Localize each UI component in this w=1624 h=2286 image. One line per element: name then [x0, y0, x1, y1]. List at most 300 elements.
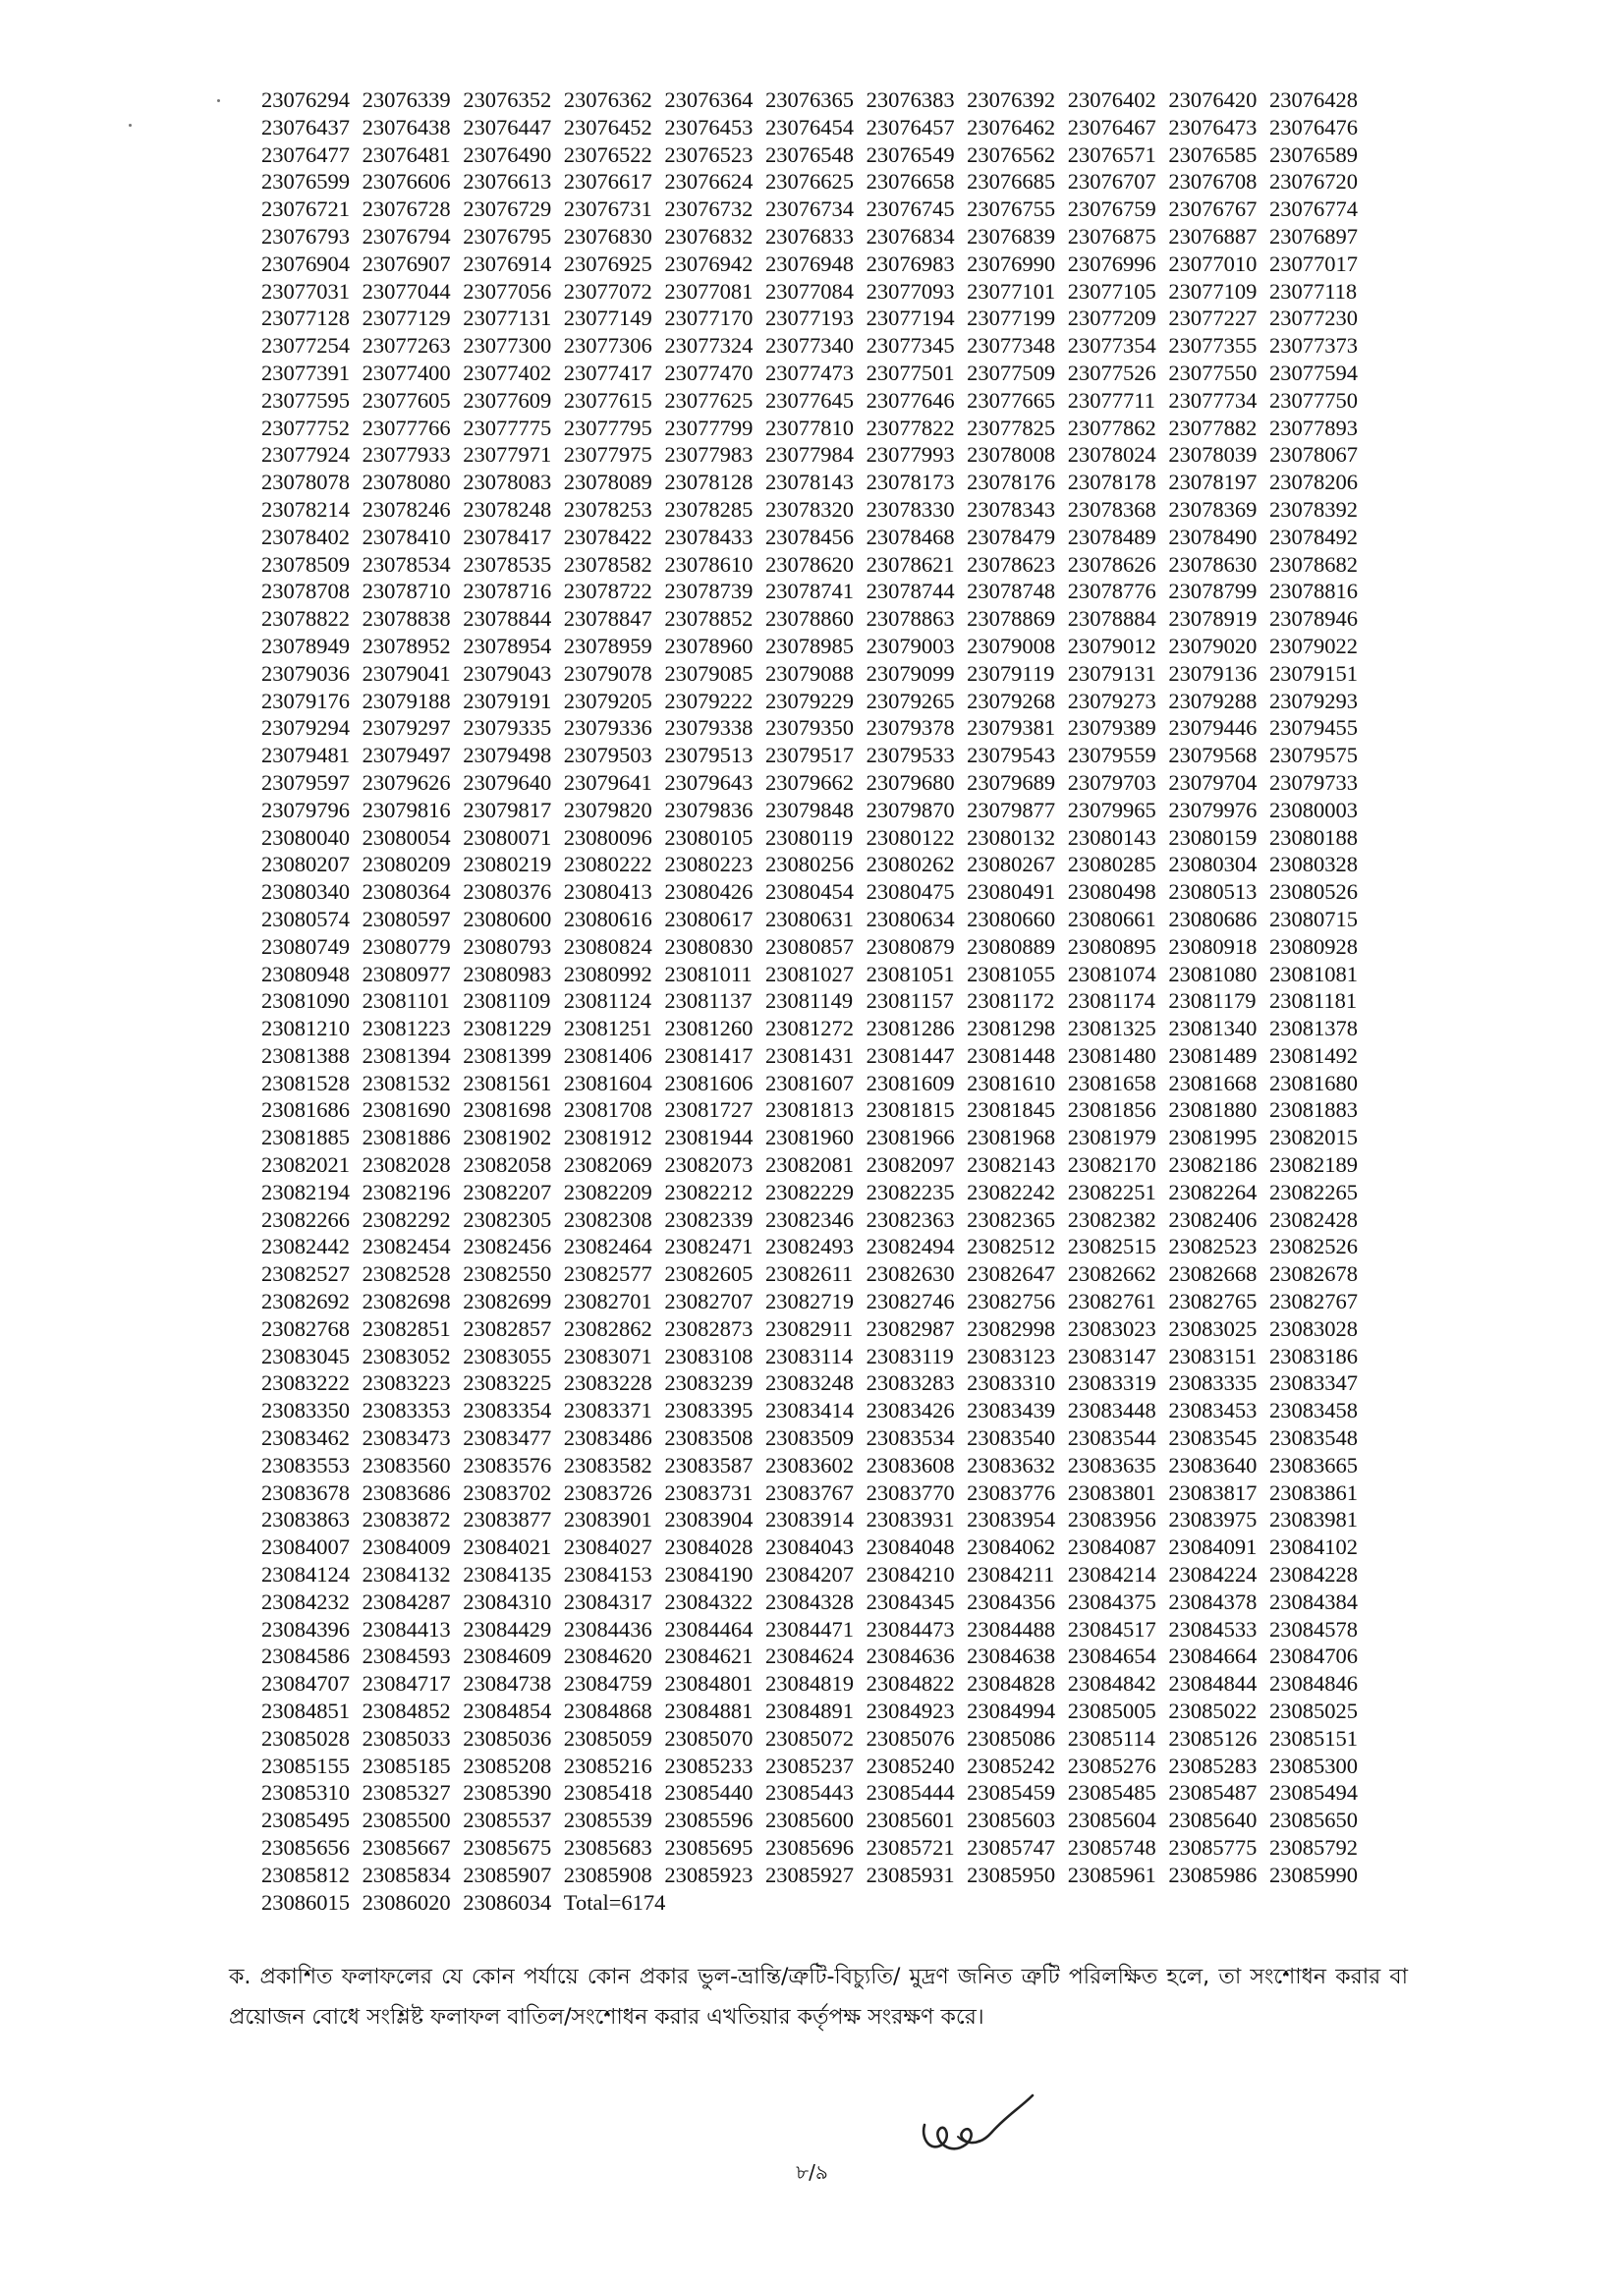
roll-number: 23079568 — [1168, 743, 1258, 768]
roll-number: 23085233 — [664, 1753, 754, 1778]
roll-number: 23077010 — [1168, 251, 1258, 276]
roll-number: 23082668 — [1168, 1261, 1258, 1287]
roll-number: 23076887 — [1168, 223, 1258, 249]
roll-number: 23084287 — [362, 1589, 451, 1614]
roll-row — [261, 1452, 1401, 1479]
roll-number: 23079641 — [563, 769, 652, 795]
roll-number: 23083151 — [1168, 1343, 1258, 1368]
roll-number: 23078143 — [764, 470, 854, 495]
roll-row — [261, 195, 1401, 223]
roll-number: 23076462 — [967, 114, 1056, 139]
roll-number: 23079176 — [261, 688, 350, 713]
roll-number: 23080143 — [1067, 824, 1156, 850]
roll-number: 23077711 — [1067, 387, 1155, 413]
roll-row — [261, 1369, 1401, 1397]
roll-number: 23079965 — [1067, 797, 1156, 822]
roll-number: 23076481 — [362, 141, 451, 167]
roll-number: 23079229 — [764, 688, 854, 713]
roll-number: 23078078 — [261, 470, 350, 495]
roll-number: 23077093 — [866, 278, 955, 304]
roll-number: 23081690 — [362, 1097, 451, 1123]
roll-number: 23082987 — [866, 1315, 955, 1341]
roll-row — [261, 1288, 1401, 1315]
roll-number: 23077193 — [764, 306, 854, 331]
roll-number: 23084009 — [362, 1534, 451, 1560]
roll-number: 23079131 — [1067, 660, 1156, 686]
roll-number: 23077810 — [764, 415, 854, 440]
roll-number: 23078582 — [563, 551, 652, 577]
roll-number: 23081447 — [866, 1042, 955, 1068]
roll-number: 23079151 — [1268, 660, 1358, 686]
roll-number: 23078489 — [1067, 524, 1156, 549]
roll-number: 23081406 — [563, 1042, 652, 1068]
roll-row — [261, 1179, 1401, 1206]
roll-number: 23078368 — [1067, 496, 1156, 522]
roll-number: 23082851 — [362, 1315, 451, 1341]
roll-number: 23076721 — [261, 196, 350, 222]
roll-number: 23084224 — [1168, 1562, 1258, 1588]
roll-number: 23079043 — [463, 660, 552, 686]
roll-number: 23079191 — [463, 688, 552, 713]
roll-row — [261, 441, 1401, 469]
roll-number: 23079497 — [362, 743, 451, 768]
roll-number: 23083045 — [261, 1343, 350, 1368]
roll-number: 23083477 — [463, 1425, 552, 1451]
roll-number: 23084578 — [1268, 1616, 1358, 1642]
roll-number: 23080830 — [664, 933, 754, 959]
roll-number: 23084207 — [764, 1562, 854, 1588]
roll-number: 23081489 — [1168, 1042, 1258, 1068]
roll-number: 23085033 — [362, 1725, 451, 1751]
roll-number: 23085300 — [1268, 1753, 1358, 1778]
roll-number: 23084533 — [1168, 1616, 1258, 1642]
roll-number: 23076420 — [1168, 87, 1258, 112]
roll-number: 23079294 — [261, 715, 350, 741]
roll-number: 23076589 — [1268, 141, 1358, 167]
roll-number: 23085834 — [362, 1862, 451, 1887]
roll-number: 23082305 — [463, 1206, 552, 1232]
roll-number: 23076523 — [664, 141, 754, 167]
roll-number: 23083186 — [1268, 1343, 1358, 1368]
roll-number: 23078253 — [563, 496, 652, 522]
roll-number: 23083872 — [362, 1507, 451, 1533]
roll-number: 23080340 — [261, 879, 350, 905]
roll-number: 23082523 — [1168, 1234, 1258, 1259]
roll-number: 23080003 — [1268, 797, 1358, 822]
roll-number: 23084846 — [1268, 1671, 1358, 1697]
roll-number: 23078330 — [866, 496, 955, 522]
roll-number: 23083981 — [1268, 1507, 1358, 1533]
roll-number: 23077594 — [1268, 360, 1358, 385]
roll-number: 23078468 — [866, 524, 955, 549]
roll-number: 23079455 — [1268, 715, 1358, 741]
roll-number: 23080686 — [1168, 906, 1258, 931]
roll-number: 23083582 — [563, 1452, 652, 1478]
roll-number: 23078369 — [1168, 496, 1258, 522]
roll-number: 23084819 — [764, 1671, 854, 1697]
roll-row — [261, 742, 1401, 769]
roll-number: 23078844 — [463, 606, 552, 632]
roll-number: 23079704 — [1168, 769, 1258, 795]
roll-number: 23077149 — [563, 306, 652, 331]
roll-number: 23079381 — [967, 715, 1056, 741]
roll-number: 23077072 — [563, 278, 652, 304]
roll-number: 23083540 — [967, 1425, 1056, 1451]
roll-number: 23078621 — [866, 551, 955, 577]
roll-number: 23077348 — [967, 333, 1056, 359]
roll-number: 23084854 — [463, 1699, 552, 1724]
roll-number: 23078402 — [261, 524, 350, 549]
roll-number: 23076625 — [764, 169, 854, 195]
roll-number: 23077194 — [866, 306, 955, 331]
roll-number: 23085601 — [866, 1808, 955, 1833]
roll-number: 23082765 — [1168, 1289, 1258, 1314]
roll-number: 23080617 — [664, 906, 754, 931]
roll-number: 23076392 — [967, 87, 1056, 112]
roll-number: 23080597 — [362, 906, 451, 931]
roll-number: 23084620 — [563, 1644, 652, 1669]
roll-number: 23078716 — [463, 579, 552, 604]
roll-number: 23081109 — [463, 988, 551, 1014]
roll-number: 23085126 — [1168, 1725, 1258, 1751]
roll-number: 23079877 — [967, 797, 1056, 822]
roll-number: 23077775 — [463, 415, 552, 440]
roll-number: 23079085 — [664, 660, 754, 686]
roll-number: 23078246 — [362, 496, 451, 522]
roll-number: 23081609 — [866, 1070, 955, 1095]
roll-number: 23076925 — [563, 251, 652, 276]
roll-number: 23076294 — [261, 87, 350, 112]
roll-number: 23080267 — [967, 852, 1056, 877]
roll-number: 23077734 — [1168, 387, 1258, 413]
roll-number: 23077933 — [362, 442, 451, 468]
roll-number: 23080209 — [362, 852, 451, 877]
roll-number: 23078128 — [664, 470, 754, 495]
roll-number: 23085950 — [967, 1862, 1056, 1887]
roll-number: 23083801 — [1067, 1479, 1156, 1505]
roll-number: 23083901 — [563, 1507, 652, 1533]
roll-number: 23079870 — [866, 797, 955, 822]
roll-number: 23078410 — [362, 524, 451, 549]
roll-number: 23086034 — [463, 1889, 552, 1915]
roll-number: 23077975 — [563, 442, 652, 468]
roll-number: 23083954 — [967, 1507, 1056, 1533]
roll-number: 23083439 — [967, 1398, 1056, 1423]
roll-number: 23076473 — [1168, 114, 1258, 139]
roll-number: 23079836 — [664, 797, 754, 822]
roll-number: 23083025 — [1168, 1315, 1258, 1341]
roll-number: 23078433 — [664, 524, 754, 549]
roll-row — [261, 141, 1401, 169]
roll-number: 23082235 — [866, 1179, 955, 1204]
roll-number: 23081417 — [664, 1042, 754, 1068]
roll-number: 23076428 — [1268, 87, 1358, 112]
roll-number: 23083052 — [362, 1343, 451, 1368]
roll-number: 23080122 — [866, 824, 955, 850]
roll-number: 23076364 — [664, 87, 754, 112]
scan-speck — [129, 124, 132, 127]
roll-number: 23082678 — [1268, 1261, 1358, 1287]
roll-row — [261, 278, 1401, 306]
roll-number: 23077550 — [1168, 360, 1258, 385]
roll-number: 23081011 — [664, 961, 753, 986]
roll-number: 23079543 — [967, 743, 1056, 768]
roll-number: 23083544 — [1067, 1425, 1156, 1451]
roll-number: 23077373 — [1268, 333, 1358, 359]
roll-number: 23079976 — [1168, 797, 1258, 822]
roll-number: 23077646 — [866, 387, 955, 413]
roll-number: 23085747 — [967, 1835, 1056, 1860]
roll-number: 23083225 — [463, 1370, 552, 1396]
roll-number: 23082194 — [261, 1179, 350, 1204]
roll-number: 23083534 — [866, 1425, 955, 1451]
roll-number: 23084488 — [967, 1616, 1056, 1642]
roll-number: 23077131 — [463, 306, 552, 331]
roll-number: 23079820 — [563, 797, 652, 822]
roll-number: 23079503 — [563, 743, 652, 768]
roll-number: 23081272 — [764, 1016, 854, 1041]
roll-number: 23083071 — [563, 1343, 652, 1368]
roll-number: 23080207 — [261, 852, 350, 877]
roll-number: 23082692 — [261, 1289, 350, 1314]
note-line-2: প্রয়োজন বোধে সংশ্লিষ্ট ফলাফল বাতিল/সংশোধন করার এখতিয়ার কর্তৃপক্ষ সংরক্ষণ করে। — [229, 2005, 984, 2030]
roll-number: 23076658 — [866, 169, 955, 195]
roll-number: 23079481 — [261, 743, 350, 768]
roll-row — [261, 851, 1401, 878]
roll-number: 23077595 — [261, 387, 350, 413]
roll-number: 23078739 — [664, 579, 754, 604]
roll-number: 23081101 — [362, 988, 450, 1014]
roll-number: 23076759 — [1067, 196, 1156, 222]
roll-number: 23081883 — [1268, 1097, 1358, 1123]
roll-number: 23085792 — [1268, 1835, 1358, 1860]
roll-number: 23078392 — [1268, 496, 1358, 522]
roll-number: 23079817 — [463, 797, 552, 822]
roll-number: 23079003 — [866, 633, 955, 658]
roll-number: 23078860 — [764, 606, 854, 632]
roll-number: 23083576 — [463, 1452, 552, 1478]
roll-number: 23076729 — [463, 196, 552, 222]
roll-number: 23085695 — [664, 1835, 754, 1860]
roll-number: 23082265 — [1268, 1179, 1358, 1204]
roll-number: 23080631 — [764, 906, 854, 931]
roll-number: 23081229 — [463, 1016, 552, 1041]
roll-number: 23078710 — [362, 579, 451, 604]
roll-number: 23079222 — [664, 688, 754, 713]
roll-number: 23076732 — [664, 196, 754, 222]
roll-number: 23082699 — [463, 1289, 552, 1314]
roll-number: 23084384 — [1268, 1589, 1358, 1614]
roll-number: 23077795 — [563, 415, 652, 440]
roll-number: 23079498 — [463, 743, 552, 768]
roll-number: 23079041 — [362, 660, 451, 686]
roll-number: 23085748 — [1067, 1835, 1156, 1860]
roll-number: 23078417 — [463, 524, 552, 549]
roll-number: 23078206 — [1268, 470, 1358, 495]
roll-number: 23081607 — [764, 1070, 854, 1095]
roll-number: 23083587 — [664, 1452, 754, 1478]
roll-number: 23085327 — [362, 1780, 451, 1806]
roll-number: 23084881 — [664, 1699, 754, 1724]
roll-number: 23080426 — [664, 879, 754, 905]
roll-row — [261, 1589, 1401, 1616]
roll-number: 23082857 — [463, 1315, 552, 1341]
roll-number: 23082251 — [1067, 1179, 1156, 1204]
roll-number: 23076795 — [463, 223, 552, 249]
roll-row — [261, 1424, 1401, 1452]
total-count: Total=6174 — [563, 1889, 666, 1915]
roll-number: 23079088 — [764, 660, 854, 686]
roll-number: 23082605 — [664, 1261, 754, 1287]
roll-number: 23085675 — [463, 1835, 552, 1860]
roll-number: 23078741 — [764, 579, 854, 604]
roll-number: 23076606 — [362, 169, 451, 195]
roll-number: 23076613 — [463, 169, 552, 195]
roll-number: 23077402 — [463, 360, 552, 385]
roll-row — [261, 360, 1401, 387]
roll-number: 23085025 — [1268, 1699, 1358, 1724]
roll-number: 23080040 — [261, 824, 350, 850]
roll-number: 23082264 — [1168, 1179, 1258, 1204]
roll-number: 23079626 — [362, 769, 451, 795]
roll-number: 23085022 — [1168, 1699, 1258, 1724]
roll-number: 23082308 — [563, 1206, 652, 1232]
roll-number: 23082630 — [866, 1261, 955, 1287]
roll-number: 23076457 — [866, 114, 955, 139]
roll-number: 23080918 — [1168, 933, 1258, 959]
roll-number: 23079680 — [866, 769, 955, 795]
roll-number: 23080600 — [463, 906, 552, 931]
roll-number: 23084021 — [463, 1534, 552, 1560]
roll-number: 23080660 — [967, 906, 1056, 931]
roll-number: 23077109 — [1168, 278, 1258, 304]
roll-number: 23078623 — [967, 551, 1056, 577]
roll-number: 23085240 — [866, 1753, 955, 1778]
roll-number: 23079012 — [1067, 633, 1156, 658]
roll-number: 23083310 — [967, 1370, 1056, 1396]
roll-number: 23082873 — [664, 1315, 754, 1341]
roll-row — [261, 1343, 1401, 1370]
roll-row — [261, 1889, 1401, 1917]
roll-number: 23078863 — [866, 606, 955, 632]
roll-number: 23084091 — [1168, 1534, 1258, 1560]
roll-number: 23081668 — [1168, 1070, 1258, 1095]
roll-number: 23081286 — [866, 1016, 955, 1041]
roll-number: 23085775 — [1168, 1835, 1258, 1860]
roll-number: 23084822 — [866, 1671, 955, 1697]
roll-number: 23081480 — [1067, 1042, 1156, 1068]
roll-number: 23076452 — [563, 114, 652, 139]
roll-number: 23076839 — [967, 223, 1056, 249]
roll-row — [261, 1533, 1401, 1561]
roll-number: 23076522 — [563, 141, 652, 167]
roll-number: 23081658 — [1067, 1070, 1156, 1095]
roll-number: 23085961 — [1067, 1862, 1156, 1887]
roll-number: 23079533 — [866, 743, 955, 768]
roll-number: 23085650 — [1268, 1808, 1358, 1833]
roll-number: 23082212 — [664, 1179, 754, 1204]
roll-number: 23076437 — [261, 114, 350, 139]
roll-number: 23078067 — [1268, 442, 1358, 468]
roll-number: 23082707 — [664, 1289, 754, 1314]
roll-number: 23077355 — [1168, 333, 1258, 359]
roll-number: 23083545 — [1168, 1425, 1258, 1451]
roll-number: 23076833 — [764, 223, 854, 249]
roll-number: 23082998 — [967, 1315, 1056, 1341]
roll-number: 23084317 — [563, 1589, 652, 1614]
roll-number: 23082189 — [1268, 1152, 1358, 1178]
roll-number: 23084654 — [1067, 1644, 1156, 1669]
roll-number: 23081960 — [764, 1125, 854, 1150]
roll-number: 23078682 — [1268, 551, 1358, 577]
roll-number: 23082698 — [362, 1289, 451, 1314]
roll-row — [261, 1397, 1401, 1424]
roll-number: 23082021 — [261, 1152, 350, 1178]
roll-number: 23076617 — [563, 169, 652, 195]
roll-number: 23081448 — [967, 1042, 1056, 1068]
roll-number: 23081051 — [866, 961, 955, 986]
roll-number: 23079848 — [764, 797, 854, 822]
roll-number: 23084844 — [1168, 1671, 1258, 1697]
roll-number: 23077473 — [764, 360, 854, 385]
roll-row — [261, 1096, 1401, 1124]
roll-number: 23083640 — [1168, 1452, 1258, 1478]
roll-number: 23076438 — [362, 114, 451, 139]
roll-number: 23081532 — [362, 1070, 451, 1095]
roll-number: 23077118 — [1268, 278, 1358, 304]
roll-number: 23081223 — [362, 1016, 451, 1041]
roll-number: 23077101 — [967, 278, 1056, 304]
roll-row — [261, 1862, 1401, 1889]
roll-number: 23081172 — [967, 988, 1055, 1014]
roll-number: 23081080 — [1168, 961, 1258, 986]
roll-number: 23081727 — [664, 1097, 754, 1123]
roll-number: 23085494 — [1268, 1780, 1358, 1806]
roll-number: 23083817 — [1168, 1479, 1258, 1505]
roll-row — [261, 769, 1401, 797]
roll-number: 23076383 — [866, 87, 955, 112]
roll-number: 23080928 — [1268, 933, 1358, 959]
roll-number: 23080793 — [463, 933, 552, 959]
roll-row — [261, 1070, 1401, 1097]
roll-number: 23080222 — [563, 852, 652, 877]
roll-number: 23081886 — [362, 1125, 451, 1150]
roll-number: 23078776 — [1067, 579, 1156, 604]
roll-number: 23078847 — [563, 606, 652, 632]
roll-row — [261, 469, 1401, 496]
roll-number: 23085070 — [664, 1725, 754, 1751]
roll-number: 23082266 — [261, 1206, 350, 1232]
roll-number: 23085923 — [664, 1862, 754, 1887]
roll-number: 23084132 — [362, 1562, 451, 1588]
roll-number: 23082719 — [764, 1289, 854, 1314]
roll-number: 23076942 — [664, 251, 754, 276]
roll-number: 23078954 — [463, 633, 552, 658]
roll-number: 23083678 — [261, 1479, 350, 1505]
roll-number: 23077825 — [967, 415, 1056, 440]
roll-number: 23083931 — [866, 1507, 955, 1533]
scan-speck — [217, 99, 220, 102]
roll-number: 23076755 — [967, 196, 1056, 222]
roll-number: 23078178 — [1067, 470, 1156, 495]
roll-number: 23083319 — [1067, 1370, 1156, 1396]
roll-number: 23080256 — [764, 852, 854, 877]
roll-number: 23080498 — [1067, 879, 1156, 905]
roll-number: 23080413 — [563, 879, 652, 905]
roll-number: 23078852 — [664, 606, 754, 632]
roll-number: 23085208 — [463, 1753, 552, 1778]
roll-number: 23082186 — [1168, 1152, 1258, 1178]
